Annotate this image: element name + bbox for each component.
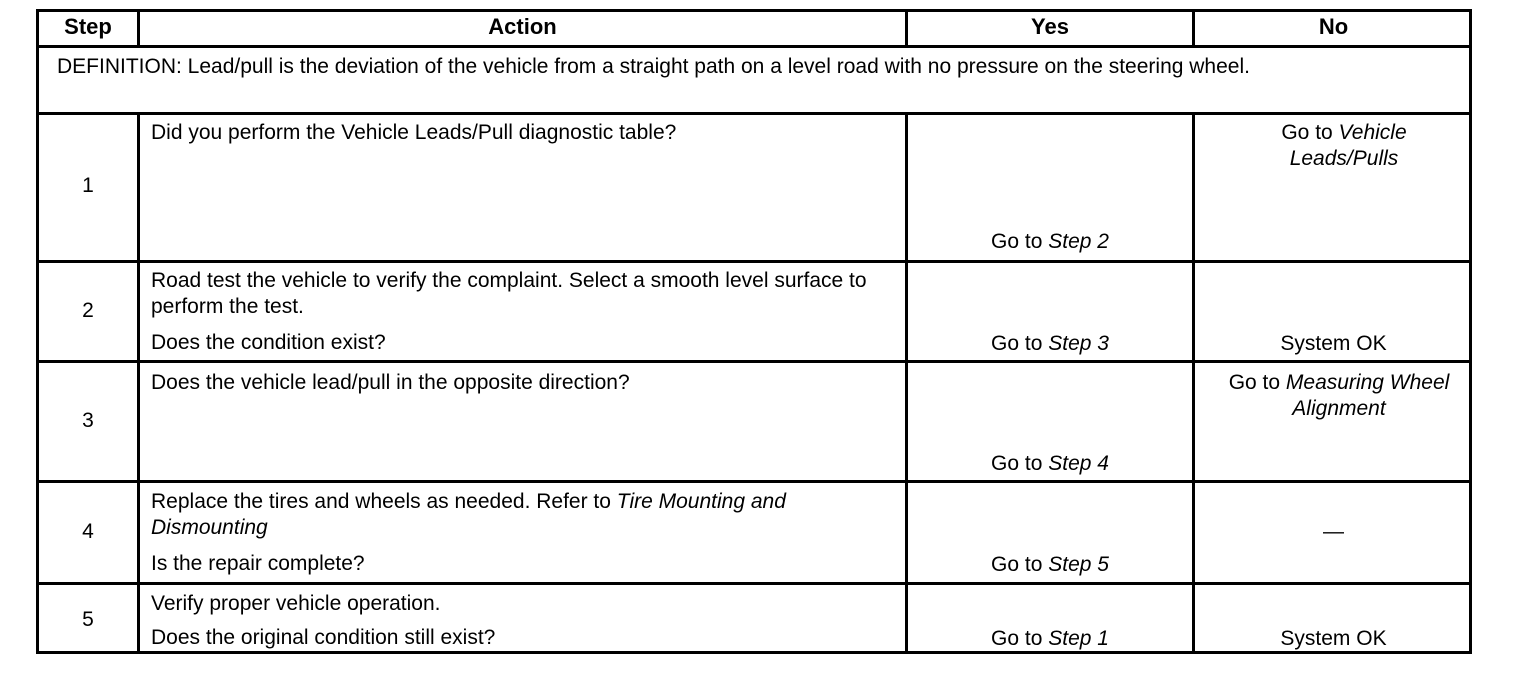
no-cell xyxy=(1219,370,1459,422)
no-cell xyxy=(1249,120,1439,172)
goto-prefix: Go to xyxy=(991,627,1049,650)
no-cell: System OK xyxy=(1280,627,1387,650)
goto-prefix: Go to xyxy=(991,452,1049,475)
step-ref: Step 3 xyxy=(1048,332,1109,355)
row-divider xyxy=(39,480,1469,483)
action-text: Verify proper vehicle operation. xyxy=(151,592,441,615)
yes-cell xyxy=(908,552,1192,578)
goto-prefix: Go to xyxy=(991,230,1049,253)
diagnostic-table xyxy=(36,9,1472,654)
action-text xyxy=(151,489,891,541)
action-text: Did you perform the Vehicle Leads/Pull diagnostic table? xyxy=(151,121,677,144)
step-number: 2 xyxy=(82,299,94,322)
yes-cell xyxy=(908,331,1192,357)
row-divider xyxy=(39,260,1469,263)
header-no: No xyxy=(1318,14,1349,39)
step-number: 5 xyxy=(82,608,94,631)
goto-prefix: Go to xyxy=(1228,371,1286,394)
action-question: Is the repair complete? xyxy=(151,552,365,575)
yes-cell xyxy=(908,626,1192,652)
definition-text: DEFINITION: Lead/pull is the deviation of the vehicle from a straight path on a level road with no pressure on the steering wheel. xyxy=(57,55,1250,78)
action-text: Road test the vehicle to verify the complaint. Select a smooth level surface to perform the test. xyxy=(151,269,867,318)
header-step: Step xyxy=(64,14,112,39)
step-ref: Step 4 xyxy=(1048,452,1109,475)
section-ref: Tire Mounting and Dismounting xyxy=(151,490,786,539)
row-divider xyxy=(39,45,1469,48)
yes-cell xyxy=(908,229,1192,255)
col-divider xyxy=(137,112,140,651)
row-divider xyxy=(39,112,1469,115)
yes-cell xyxy=(908,451,1192,477)
no-cell-dash: — xyxy=(1323,520,1344,543)
goto-prefix: Go to xyxy=(991,553,1049,576)
no-cell: System OK xyxy=(1280,332,1387,355)
step-number: 4 xyxy=(82,520,94,543)
row-divider xyxy=(39,582,1469,585)
goto-prefix: Go to xyxy=(991,332,1049,355)
action-text: Does the vehicle lead/pull in the opposite direction? xyxy=(151,371,630,394)
step-number: 3 xyxy=(82,409,94,432)
action-question: Does the original condition still exist? xyxy=(151,626,496,649)
header-yes: Yes xyxy=(1031,14,1069,39)
action-question: Does the condition exist? xyxy=(151,331,386,354)
goto-prefix: Go to xyxy=(1281,121,1339,144)
col-divider xyxy=(1192,112,1195,651)
action-prefix: Replace the tires and wheels as needed. Refer to xyxy=(151,490,617,513)
step-number: 1 xyxy=(82,174,94,197)
row-divider xyxy=(39,360,1469,363)
step-ref: Step 1 xyxy=(1048,627,1109,650)
step-ref: Step 2 xyxy=(1048,230,1109,253)
section-ref: Measuring Wheel Alignment xyxy=(1285,371,1450,420)
step-ref: Step 5 xyxy=(1048,553,1109,576)
header-action: Action xyxy=(488,14,557,39)
section-ref: Vehicle Leads/Pulls xyxy=(1289,121,1407,170)
